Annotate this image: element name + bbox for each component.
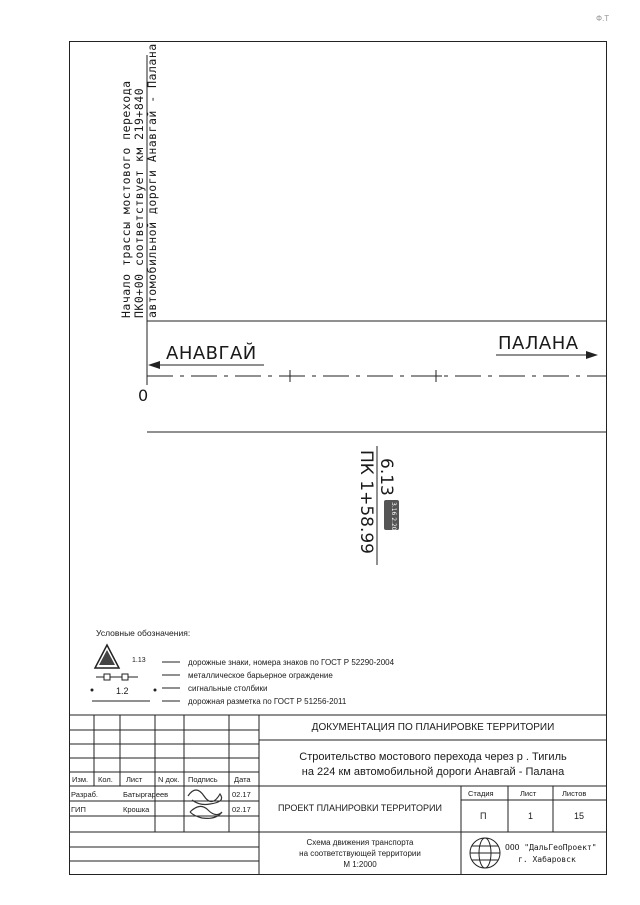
row-date-1: 02.17 (232, 790, 251, 799)
legend-item-marking: дорожная разметка по ГОСТ Р 51256-2011 (188, 697, 347, 706)
picket-sign-text: 3.16 2.20 1.12 (390, 502, 397, 546)
row-role-1: Разраб. (71, 790, 99, 799)
project-line-2: на 224 км автомобильной дороги Анавгай - Палана (301, 766, 565, 778)
stage-value: П (480, 811, 487, 821)
direction-left-label: АНАВГАЙ (166, 343, 257, 364)
picket-offset: 6.13 (376, 458, 396, 496)
legend-item-signs: дорожные знаки, номера знаков по ГОСТ Р 52290-2004 (188, 658, 395, 667)
company-city: г. Хабаровск (518, 855, 576, 864)
header-ndok: N док. (158, 775, 180, 784)
row-name-1: Батыргареев (123, 790, 169, 799)
company-logo-icon (470, 838, 500, 868)
drawing-line-3: М 1:2000 (343, 860, 377, 869)
header-podpis: Подпись (188, 775, 218, 784)
project-line-1: Строительство мостового перехода через р . Тигиль (299, 751, 567, 763)
sheet-value: 1 (528, 811, 534, 821)
row-name-2: Крошка (123, 805, 150, 814)
picket-label: ПК 1+58.99 (356, 450, 376, 554)
sheet-header: Лист (520, 789, 537, 798)
stage-header: Стадия (468, 789, 494, 798)
legend-item-barrier: металлическое барьерное ограждение (188, 671, 333, 680)
sheets-header: Листов (562, 789, 587, 798)
note-line-1: Начало трассы мостового перехода (119, 80, 133, 318)
header-izm: Изм. (72, 775, 89, 784)
legend-item-posts: сигнальные столбики (188, 684, 268, 693)
direction-right-label: ПАЛАНА (498, 333, 579, 354)
company-name: ООО "ДальГеоПроект" (505, 843, 597, 852)
sheets-value: 15 (574, 811, 585, 821)
doc-title: ДОКУМЕНТАЦИЯ ПО ПЛАНИРОВКЕ ТЕРРИТОРИИ (311, 722, 555, 733)
note-line-3: автомобильной дороги Анавгай - Палана (145, 43, 159, 318)
legend-marking-label: 1.2 (116, 686, 129, 696)
row-role-2: ГИП (71, 805, 86, 814)
header-data: Дата (234, 775, 251, 784)
header-kol: Кол. (98, 775, 113, 784)
row-date-2: 02.17 (232, 805, 251, 814)
drawing-line-1: Схема движения транспорта (306, 838, 414, 847)
corner-mark: Ф.Т (596, 14, 610, 23)
legend-sign-number: 1.13 (132, 657, 146, 664)
note-line-2: ПК0+00 соответствует км 219+840 (132, 87, 146, 318)
legend-title: Условные обозначения: (96, 628, 191, 638)
chainage-zero: 0 (138, 386, 149, 405)
header-list: Лист (126, 775, 143, 784)
section-title: ПРОЕКТ ПЛАНИРОВКИ ТЕРРИТОРИИ (278, 803, 442, 813)
drawing-line-2: на соответствующей территории (299, 849, 421, 858)
